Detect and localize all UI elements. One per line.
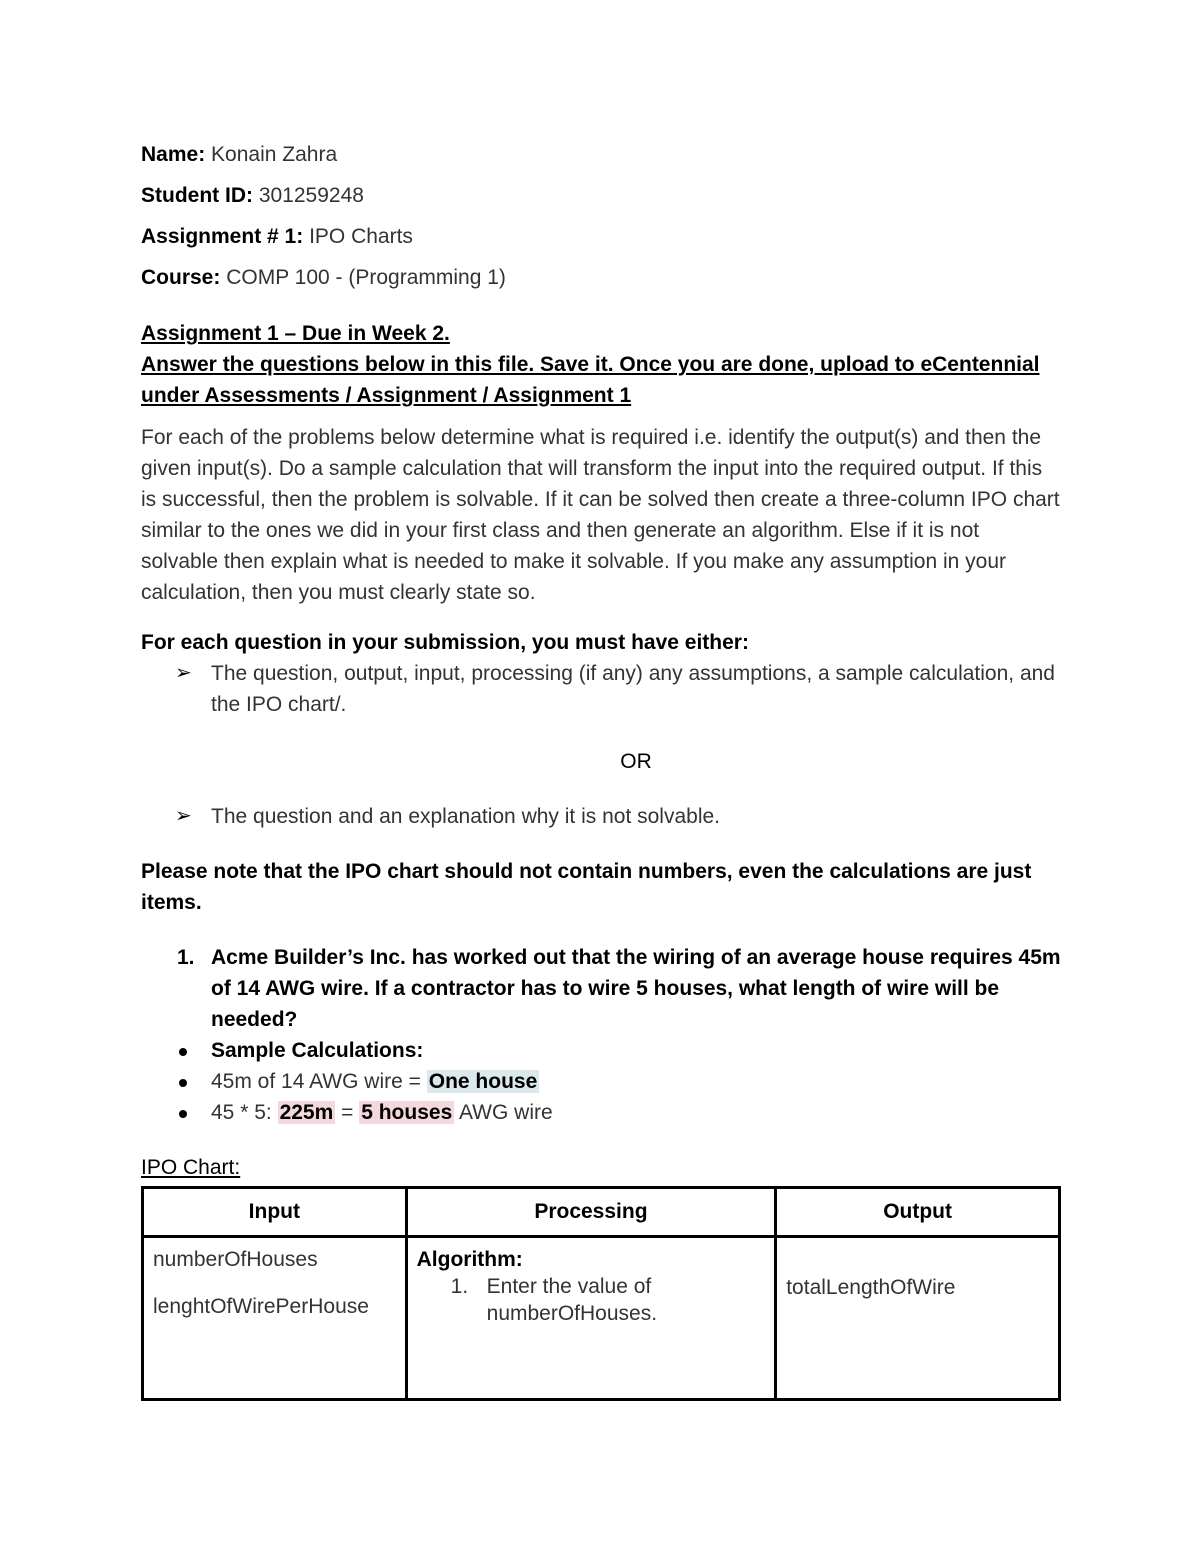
input-cell bbox=[143, 1237, 407, 1400]
question-number: 1. bbox=[177, 946, 195, 969]
sample-calculations-item bbox=[141, 1035, 1061, 1066]
requirement-heading: For each question in your submission, you must have either: bbox=[141, 631, 749, 654]
ipo-chart-heading: IPO Chart: bbox=[141, 1156, 241, 1179]
or-separator: OR bbox=[620, 750, 652, 773]
processing-column-header: Processing bbox=[406, 1188, 776, 1237]
bullet-dot-icon bbox=[179, 1079, 187, 1087]
sample-calculations-label: Sample Calculations: bbox=[211, 1039, 424, 1062]
input-item: numberOfHouses bbox=[153, 1248, 318, 1271]
arrow-bullet-icon: ➢ bbox=[175, 662, 192, 684]
instructions-paragraph: For each of the problems below determine what is required i.e. identify the output(s) and then the given input(s). Do a sample calculation that will transform the input into the required output. If this is successful, then the problem is solvable. If it can be solved then create a three-column IPO chart similar to the ones we did in your first class and then generate an algorithm. Else if it is not solvable then explain what is needed to make it solvable. If you make any assumption in your calculation, then you must clearly state so. bbox=[141, 426, 1060, 604]
total-length-highlight: 225m bbox=[279, 1101, 334, 1124]
chart-note: Please note that the IPO chart should not contain numbers, even the calculations are just items. bbox=[141, 860, 1032, 914]
step-line-1: Enter the value of bbox=[486, 1275, 652, 1298]
question-1 bbox=[141, 942, 1061, 1035]
student-id-label: Student ID: bbox=[141, 184, 253, 207]
option-1-text: The question, output, input, processing (if any) any assumptions, a sample calculation, and the IPO chart/. bbox=[211, 662, 1055, 716]
output-column-header: Output bbox=[776, 1188, 1060, 1237]
arrow-bullet-icon: ➢ bbox=[175, 805, 192, 827]
student-id-value: 301259248 bbox=[258, 184, 364, 207]
processing-cell bbox=[406, 1237, 776, 1400]
algorithm-step bbox=[417, 1273, 766, 1327]
ipo-chart-table bbox=[141, 1186, 1061, 1401]
option-2-text: The question and an explanation why it is not solvable. bbox=[211, 805, 720, 828]
option-1-item bbox=[141, 658, 1061, 720]
course-value: COMP 100 - (Programming 1) bbox=[226, 266, 506, 289]
calculation-2-item bbox=[141, 1097, 1061, 1128]
course-line bbox=[141, 261, 1061, 302]
input-item: lenghtOfWirePerHouse bbox=[153, 1295, 369, 1318]
calculation-2-prefix: 45 * 5: bbox=[211, 1101, 278, 1124]
question-1-text: Acme Builder’s Inc. has worked out that the wiring of an average house requires 45m of 14 AWG wire. If a contractor has to wire 5 houses, what length of wire will be needed? bbox=[211, 946, 1061, 1031]
bullet-dot-icon bbox=[179, 1048, 187, 1056]
document-page bbox=[141, 138, 1061, 1401]
algorithm-label: Algorithm: bbox=[416, 1248, 523, 1271]
calculation-1-item bbox=[141, 1066, 1061, 1097]
assignment-line bbox=[141, 220, 1061, 261]
name-line bbox=[141, 138, 1061, 179]
ipo-header-row bbox=[143, 1188, 1060, 1237]
assignment-heading bbox=[141, 318, 1061, 411]
ipo-body-row bbox=[143, 1237, 1060, 1400]
one-house-highlight: One house bbox=[428, 1070, 538, 1093]
calculation-2-suffix: AWG wire bbox=[454, 1101, 553, 1124]
five-houses-highlight: 5 houses bbox=[361, 1101, 453, 1124]
bullet-dot-icon bbox=[179, 1110, 187, 1118]
name-label: Name: bbox=[141, 143, 206, 166]
output-cell bbox=[776, 1237, 1060, 1400]
student-id-line bbox=[141, 179, 1061, 220]
calculation-2-equals: = bbox=[335, 1101, 360, 1124]
output-item: totalLengthOfWire bbox=[786, 1276, 956, 1299]
calculation-1-prefix: 45m of 14 AWG wire = bbox=[211, 1070, 427, 1093]
name-value: Konain Zahra bbox=[211, 143, 338, 166]
step-number: 1. bbox=[450, 1275, 469, 1298]
course-label: Course: bbox=[141, 266, 221, 289]
input-column-header: Input bbox=[143, 1188, 407, 1237]
option-2-item bbox=[141, 801, 1061, 832]
step-line-2: numberOfHouses. bbox=[486, 1302, 658, 1325]
assignment-value: IPO Charts bbox=[309, 225, 413, 248]
assignment-label: Assignment # 1: bbox=[141, 225, 304, 248]
heading-line-2: Answer the questions below in this file. Save it. Once you are done, upload to eCentennial under Assessments / Assignment / Assignment 1 bbox=[141, 353, 1040, 407]
heading-line-1: Assignment 1 – Due in Week 2. bbox=[141, 322, 450, 345]
